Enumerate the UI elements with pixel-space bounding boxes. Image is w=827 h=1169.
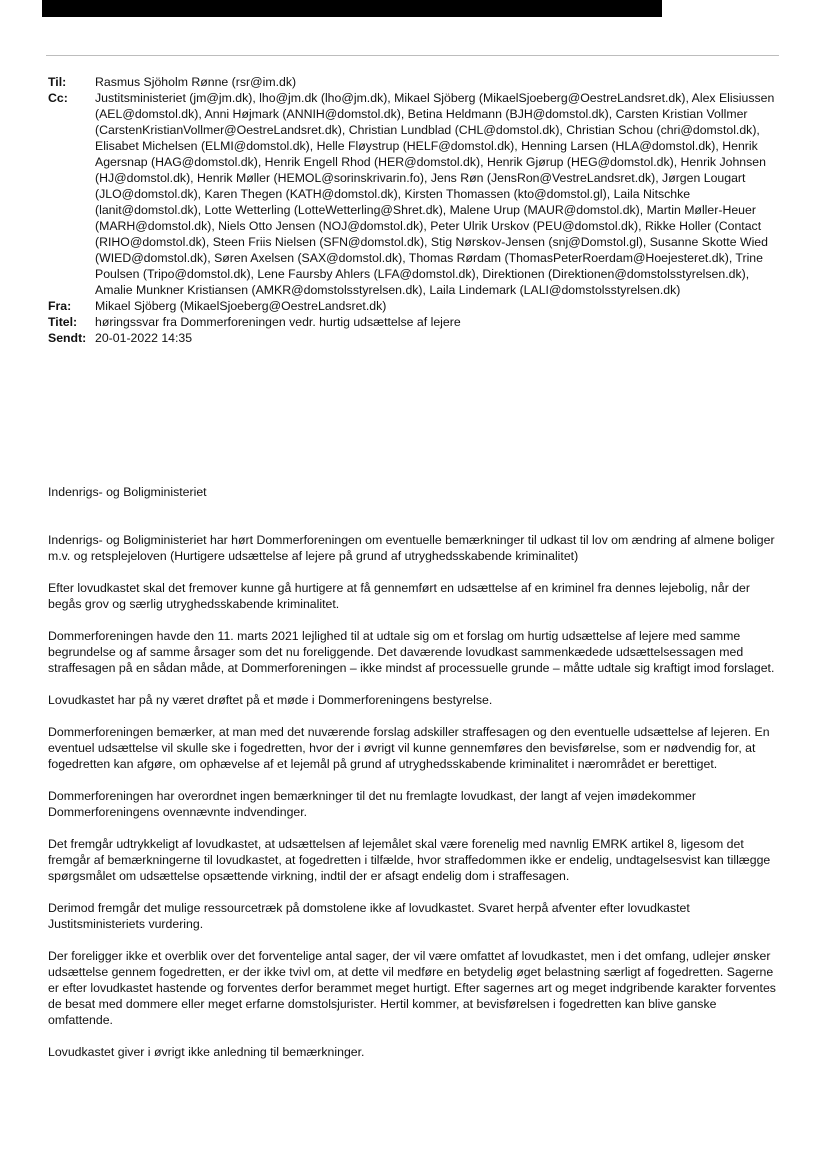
to-row xyxy=(48,74,778,90)
to-value: Rasmus Sjöholm Rønne (rsr@im.dk) xyxy=(95,75,297,89)
subject-label: Titel: xyxy=(48,315,78,329)
letter-paragraph: Efter lovudkastet skal det fremover kunne gå hurtigere at få gennemført en udsættelse af en kriminel fra dennes lejebolig, når der begås grov og særlig utryghedsskabende kriminalitet. xyxy=(48,581,750,611)
header-divider xyxy=(46,55,779,56)
subject-row xyxy=(48,314,778,330)
letter-paragraph: Lovudkastet giver i øvrigt ikke anledning til bemærkninger. xyxy=(48,1045,365,1059)
cc-row xyxy=(48,90,778,298)
letter-paragraph: Dommerforeningen bemærker, at man med det nuværende forslag adskiller straffesagen og den eventuelle udsættelse af lejeren. En eventuel udsættelse vil skulle ske i fogedretten, hvor der i øvrigt vil kunne gennemføres den bevisførelse, som er nødvendig for, at fogedretten kan afgøre, om ophævelse af et lejemål på grund af utryghedsskabende kriminalitet i nærområdet er berettiget. xyxy=(48,725,770,771)
sent-label: Sendt: xyxy=(48,331,87,345)
letter-paragraph: Lovudkastet har på ny været drøftet på et møde i Dommerforeningens bestyrelse. xyxy=(48,693,493,707)
to-label: Til: xyxy=(48,75,67,89)
redaction-bar xyxy=(42,0,662,17)
letter-paragraph: Indenrigs- og Boligministeriet har hørt Dommerforeningen om eventuelle bemærkninger til udkast til lov om ændring af almene boliger m.v. og retsplejeloven (Hurtigere udsættelse af lejere på grund af utryghedsskabende kriminalitet) xyxy=(48,533,775,563)
letter-paragraph: Derimod fremgår det mulige ressourcetræk på domstolene ikke af lovudkastet. Svaret herpå afventer efter lovudkastet Justitsministeriets vurdering. xyxy=(48,901,690,931)
subject-value: høringssvar fra Dommerforeningen vedr. hurtig udsættelse af lejere xyxy=(95,315,461,329)
sent-row xyxy=(48,330,778,346)
from-label: Fra: xyxy=(48,299,72,313)
letter-paragraph: Dommerforeningen havde den 11. marts 2021 lejlighed til at udtale sig om et forslag om hurtig udsættelse af lejere med samme begrundelse og af samme årsager som det nu foreliggende. Det daværende lovudkast sammenkædede udsættelsessagen med straffesagen på en sådan måde, at Dommerforeningen – ikke mindst af processuelle grunde – måtte udtale sig kraftigt imod forslaget. xyxy=(48,629,775,675)
cc-label: Cc: xyxy=(48,91,68,105)
from-value: Mikael Sjöberg (MikaelSjoeberg@OestreLandsret.dk) xyxy=(95,299,387,313)
cc-value: Justitsministeriet (jm@jm.dk), lho@jm.dk (lho@jm.dk), Mikael Sjöberg (MikaelSjoeberg@OestreLandsret.dk), Alex Elisiussen (AEL@domstol.dk), Anni Højmark (ANNIH@domstol.dk), Betina Heldmann (BJH@domstol.dk), Carsten Kristian Vollmer (CarstenKristianVollmer@OestreLandsret.dk), Christian Lundblad (CHL@domstol.dk), Christian Schou (chri@domstol.dk), Elisabet Michelsen (ELMI@domstol.dk), Helle Fløystrup (HELF@domstol.dk), Henning Larsen (HLA@domstol.dk), Henrik Agersnap (HAG@domstol.dk), Henrik Engell Rhod (HER@domstol.dk), Henrik Gjørup (HEG@domstol.dk), Henrik Johnsen (HJ@domstol.dk), Henrik Møller (HEMOL@sorinskrivarin.fo), Jens Røn (JensRon@VestreLandsret.dk), Jørgen Lougart (JLO@domstol.dk), Karen Thegen (KATH@domstol.dk), Kirsten Thomassen (kto@domstol.gl), Laila Nitschke (lanit@domstol.dk), Lotte Wetterling (LotteWetterling@Shret.dk), Malene Urup (MAUR@domstol.dk), Martin Møller-Heuer (MARH@domstol.dk), Niels Otto Jensen (NOJ@domstol.dk), Peter Ulrik Urskov (PEU@domstol.dk), Rikke Holler (Contact (RIHO@domstol.dk), Steen Friis Nielsen (SFN@domstol.dk), Stig Nørskov-Jensen (snj@Domstol.gl), Susanne Skotte Wied (WIED@domstol.dk), Søren Axelsen (SAX@domstol.dk), Thomas Rørdam (ThomasPeterRoerdam@Hoejesteret.dk), Trine Poulsen (Tripo@domstol.dk), Lene Faursby Ahlers (LFA@domstol.dk), Direktionen (Direktionen@domstolsstyrelsen.dk), Amalie Munkner Kristiansen (AMKR@domstolsstyrelsen.dk), Laila Lindemark (LALI@domstolsstyrelsen.dk) xyxy=(95,91,775,297)
letter-body xyxy=(48,484,778,1076)
letter-paragraph: Der foreligger ikke et overblik over det forventelige antal sager, der vil være omfattet af lovudkastet, men i det omfang, udlejer ønsker udsættelse gennem fogedretten, er der ikke tvivl om, at dette vil medføre en betydelig øget belastning særligt af fogedretten. Sagerne er efter lovudkastet hastende og forventes derfor berammet meget hurtigt. Efter sagernes art og meget indgribende karakter forventes de besat med dommere eller meget erfarne domstolsjurister. Hertil kommer, at bevisførelsen i fogedretten kan blive ganske omfattende. xyxy=(48,949,776,1027)
letter-paragraph: Dommerforeningen har overordnet ingen bemærkninger til det nu fremlagte lovudkast, der langt af vejen imødekommer Dommerforeningens ovennævnte indvendinger. xyxy=(48,789,696,819)
letter-greeting: Indenrigs- og Boligministeriet xyxy=(48,485,207,499)
email-header xyxy=(48,74,778,346)
sent-value: 20-01-2022 14:35 xyxy=(95,331,193,345)
from-row xyxy=(48,298,778,314)
letter-paragraph: Det fremgår udtrykkeligt af lovudkastet, at udsættelsen af lejemålet skal være forenelig med navnlig EMRK artikel 8, ligesom det fremgår af bemærkningerne til lovudkastet, at fogedretten i tilfælde, hvor straffedommen ikke er endelig, undtagelsesvist kan tillægge spørgsmålet om udsættelse opsættende virkning, indtil der er afsagt endelig dom i straffesagen. xyxy=(48,837,771,883)
